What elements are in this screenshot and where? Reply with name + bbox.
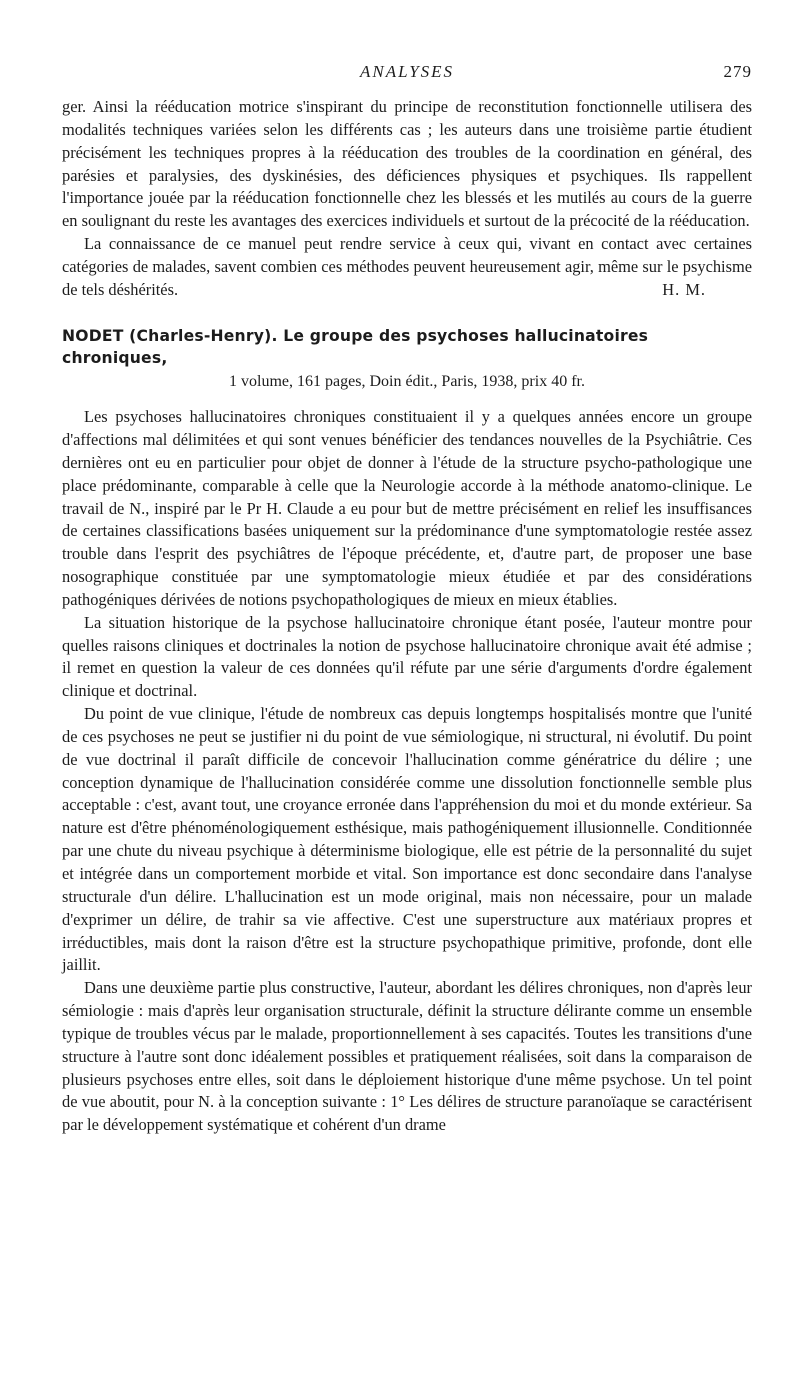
review-heading-block (62, 325, 752, 395)
running-title: ANALYSES (359, 62, 455, 81)
review-paragraph-2: La situation historique de la psychose hallucinatoire chronique étant posée, l'auteur montre pour quelles raisons cliniques et doctrinales la notion de psychose hallucinatoire chronique avait été admise ; il remet en question la valeur de ces données qu'il réfute par une série d'arguments d'ordre également clinique et doctrinal. (62, 612, 752, 701)
review-paragraph-1: Les psychoses hallucinatoires chroniques constituaient il y a quelques années encore un groupe d'affections mal délimitées et qui sont venues bénéficier des tendances nouvelles de la Psychiâtrie. Ces dernières ont eu en particulier pour objet de donner à l'étude de la structure psycho-pathologique une place prédominante, comparable à celle que la Neurologie accorde à la méthode anatomo-clinique. Le travail de N., inspiré par le Pr H. Claude a eu pour but de mettre précisément en relief les insuffisances de certaines classifications basées uniquement sur la prédominance d'une symptomatologie restée assez trouble dans l'esprit des psychiâtres de l'époque précédente, et, d'autre part, de proposer une base nosographique constituée par une symptomatologie mieux étudiée et par des considérations pathogéniques dérivées de notions psychopathologiques de mieux en mieux établies. (62, 407, 752, 609)
review-heading: NODET (Charles-Henry). Le groupe des psychoses hallucinatoires chroniques, (62, 326, 649, 368)
review-paragraph-4: Dans une deuxième partie plus constructive, l'auteur, abordant les délires chroniques, non d'après leur sémiologie : mais d'après leur organisation structurale, définit la structure délirante comme un ensemble typique de troubles vécus par le malade, proportionnellement à ses capacités. Toutes les transitions d'une structure à l'autre sont donc idéalement possibles et pratiquement réalisées, soit dans la comparaison de plusieurs psychoses entre elles, soit dans le déploiement historique d'une même psychose. Un tel point de vue aboutit, pour N. à la conception suivante : 1° Les délires de structure paranoïaque se caractérisent par le développement systématique et cohérent d'un drame (62, 978, 752, 1135)
running-head (62, 62, 752, 86)
previous-review-paragraph-2 (62, 233, 752, 302)
review-paragraph-3: Du point de vue clinique, l'étude de nombreux cas depuis longtemps hospitalisés montre que l'unité de ces psychoses ne peut se justifier ni du point de vue sémiologique, ni structural, ni évolutif. Du point de vue doctrinal il paraît difficile de concevoir l'hallucination comme génératrice du délire ; une conception dynamique de l'hallucination considérée comme une dissolution fonctionnelle semble plus acceptable : c'est, avant tout, une croyance erronée dans l'appréhension du moi et du monde extérieur. Sa nature est d'être phénoménologiquement esthésique, mais pathogéniquement illusionnelle. Conditionnée par une chute du niveau psychique à déterminisme biologique, elle est pétrie de la personnalité du sujet et intégrée dans un comportement morbide et vital. Son importance est donc secondaire dans l'analyse structurale d'un délire. L'hallucination est un mode original, mais non nécessaire, pour un malade d'exprimer un délire, de trahir sa vie affective. C'est une superstructure aux matériaux propres et irréductibles, mais dont la raison d'être est la structure psychopathique primitive, profonde, dont elle jaillit. (62, 704, 752, 975)
review-bibliographic-details: 1 volume, 161 pages, Doin édit., Paris, 1938, prix 40 fr. (229, 373, 585, 391)
body-text (62, 96, 752, 1137)
previous-review-paragraph-1: ger. Ainsi la rééducation motrice s'inspirant du principe de reconstitution fonctionnelle utilisera des modalités techniques variées selon les différents cas ; les auteurs dans une troisième partie étudient précisément les techniques propres à la rééducation des troubles de la coordination en général, des parésies et paralysies, des dyskinésies, des déficiences physiques et psychiques. Ils rappellent l'importance jouée par la rééducation fonctionnelle chez les blessés et les mutilés au cours de la guerre en soulignant du reste les avantages des exercices individuels et surtout de la précocité de la rééducation. (62, 97, 752, 231)
page-number: 279 (723, 62, 752, 81)
reviewer-signature: H. M. (662, 279, 706, 299)
previous-review-paragraph-2-text: La connaissance de ce manuel peut rendre service à ceux qui, vivant en contact avec certaines catégories de malades, savent combien ces méthodes peuvent heureusement agir, même sur le psychisme de tels déshérités. (62, 234, 752, 299)
